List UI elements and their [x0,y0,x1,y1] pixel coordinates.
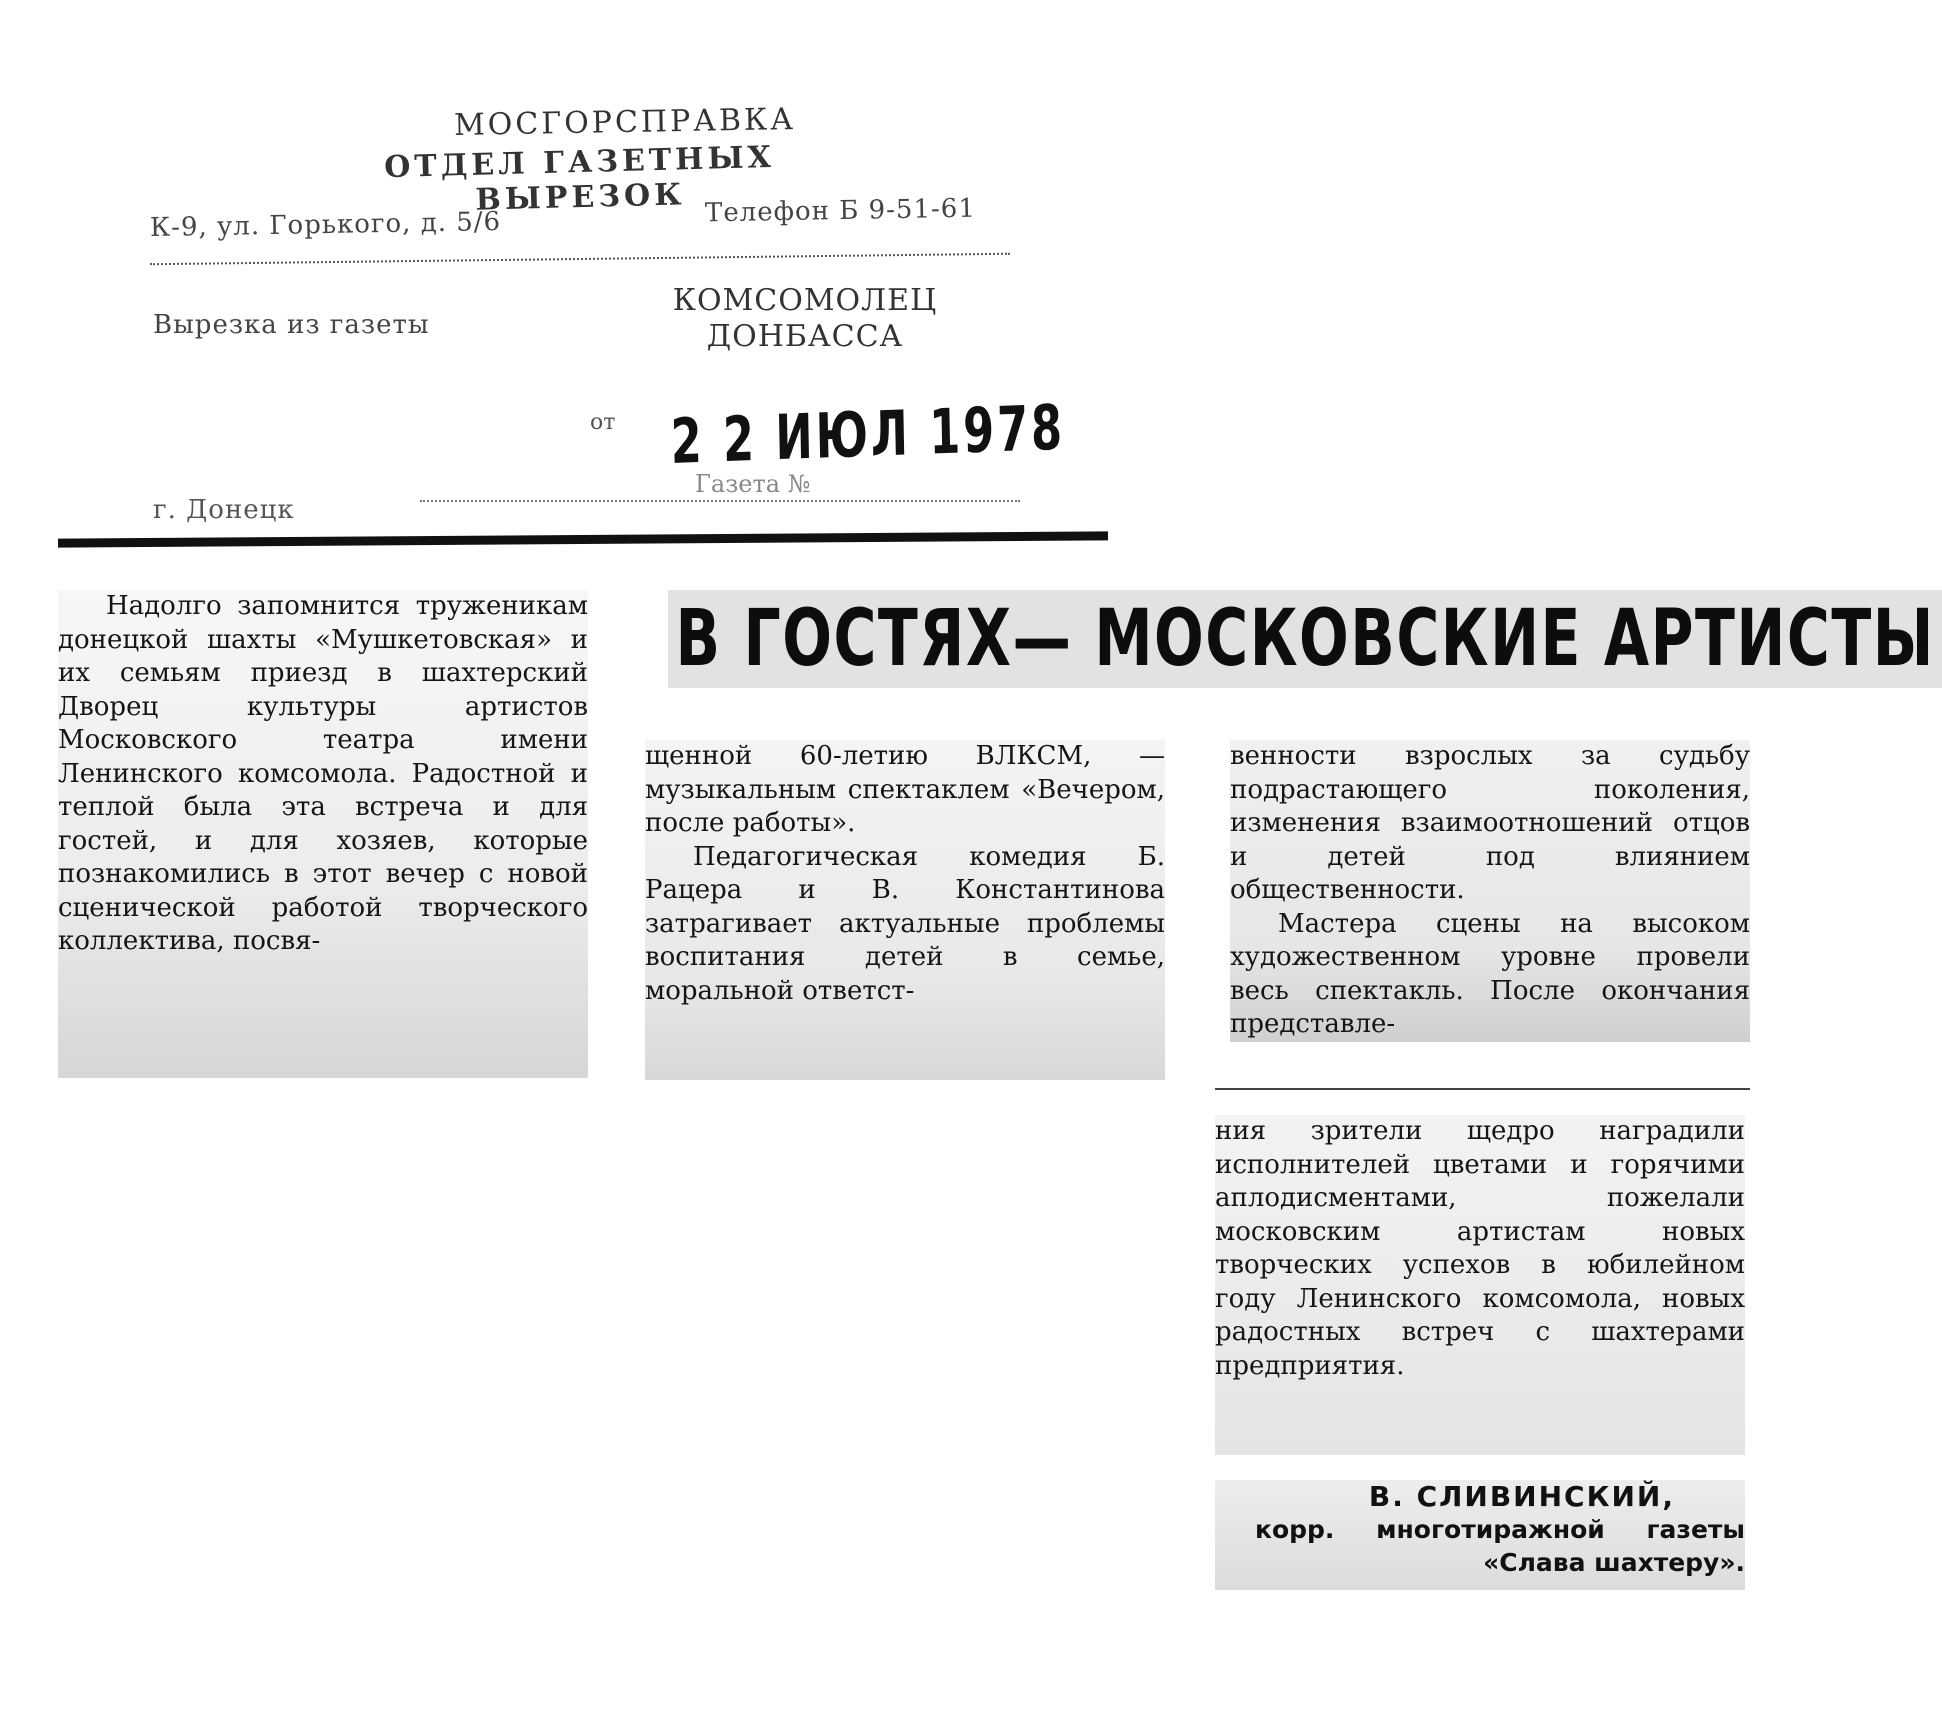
stamp-bottom-rule [58,531,1108,547]
article-headline: В ГОСТЯХ— МОСКОВСКИЕ АРТИСТЫ [668,590,1942,688]
article-column-2 [645,740,1165,1080]
author-role: корр. многотиражной газеты «Слава шахтеру». [1255,1515,1745,1577]
newspaper-name [655,283,955,355]
agency-name: МОСГОРСПРАВКА [453,102,797,143]
article-byline [1215,1480,1745,1590]
article-paragraph: Педагогическая комедия Б. Рацера и В. Константинова затрагивает актуальные проблемы воспитания детей в семье, моральной ответст- [645,841,1165,1006]
gazeta-number-label: Газета № [695,470,811,498]
date-divider [420,500,1020,502]
author-name: В. СЛИВИНСКИЙ, [1368,1480,1675,1513]
article-paragraph: венности взрослых за судьбу подрастающего поколения, изменения взаимоотношений отцов и детей под влиянием общественности. [1230,741,1750,905]
article-column-1 [58,590,588,1078]
department-name: ОТДЕЛ ГАЗЕТНЫХ ВЫРЕЗОК [383,139,776,218]
article-paragraph: щенной 60-летию ВЛКСМ, — музыкальным спектаклем «Вечером, после работы». [645,741,1165,838]
agency-address: К-9, ул. Горького, д. 5/6 [149,206,502,244]
article-paragraph: ния зрители щедро наградили исполнителей цветами и горячими аплодисментами, пожелали московским артистам новых творческих успехов в юбилейном году Ленинского комсомола, новых радостных встреч с шахтерами предприятия. [1215,1116,1745,1381]
date-from-label: от [590,410,616,435]
article-column-4 [1215,1115,1745,1455]
newspaper-name-line1: КОМСОМОЛЕЦ [672,283,938,318]
article-column-3 [1230,740,1750,1042]
city-label: г. Донецк [153,495,295,525]
column-divider [1215,1088,1750,1090]
article-paragraph: Надолго запомнится труженикам донецкой шахты «Мушкетовская» и их семьям приезд в шахтерский Дворец культуры артистов Московского театра имени Ленинского комсомола. Радостной и теплой была эта встреча и для гостей, и для хозяев, которые познакомились в этот вечер с новой сценической работой творческого коллектива, посвя- [58,591,588,956]
agency-phone: Телефон Б 9-51-61 [704,193,977,229]
clipping-label: Вырезка из газеты [153,310,430,340]
article-paragraph: Мастера сцены на высоком художественном уровне провели весь спектакль. После окончания представле- [1230,908,1750,1039]
newspaper-name-line2: ДОНБАССА [706,319,904,354]
date-stamp: 2 2 ИЮЛ 1978 [670,390,1066,478]
header-divider [150,253,1010,266]
